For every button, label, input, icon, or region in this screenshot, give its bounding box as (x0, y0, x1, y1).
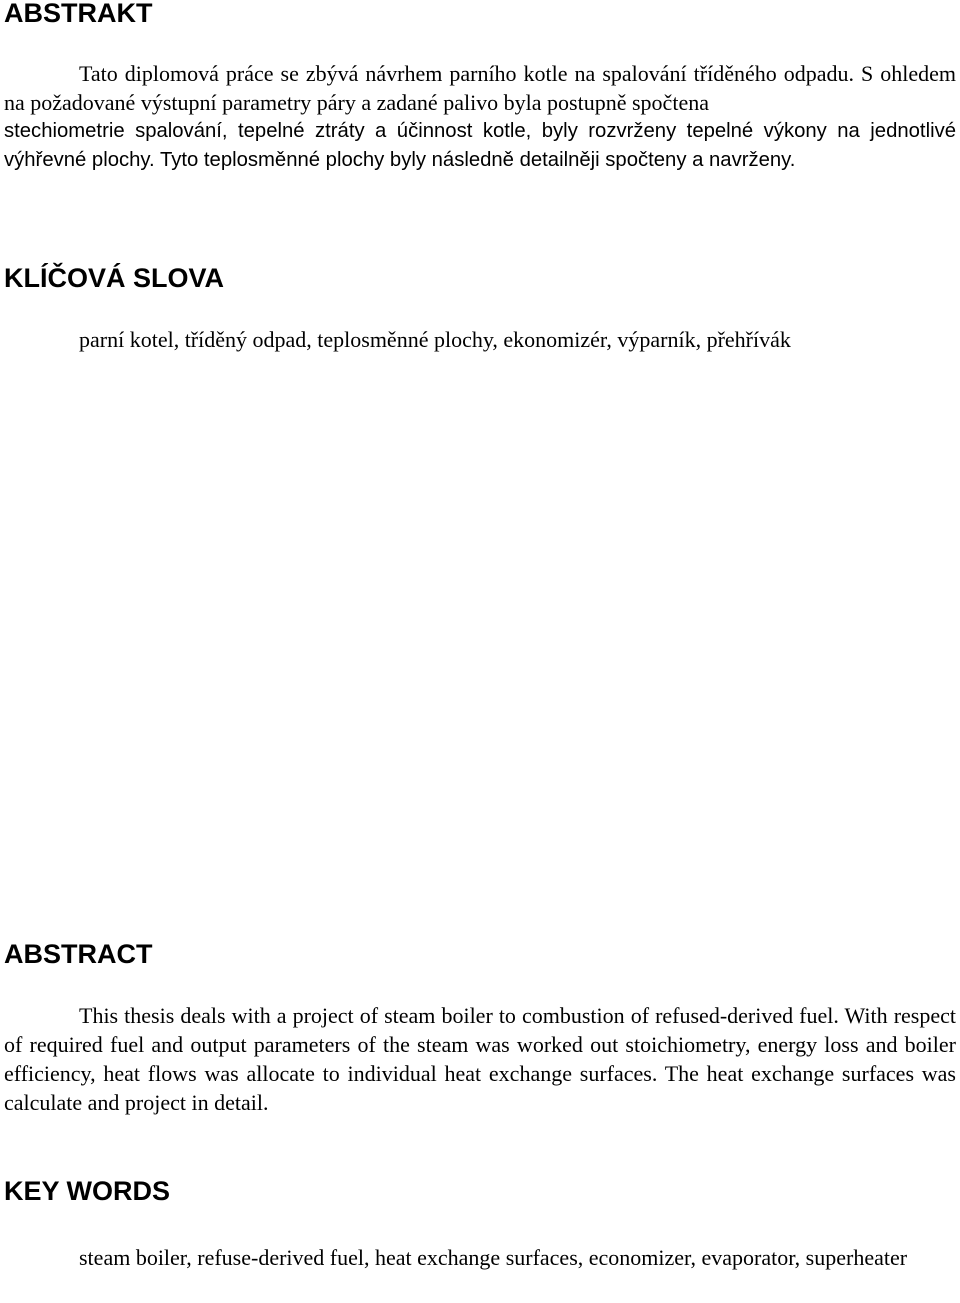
abstrakt-paragraph-sans: stechiometrie spalování, tepelné ztráty a účinnost kotle, byly rozvrženy tepelné výkony na jednotlivé výhřevné plochy. Tyto teplosměnné plochy byly následně detailněji spočteny a navrženy. (4, 120, 956, 171)
abstract-heading: ABSTRACT (4, 939, 153, 969)
key-words-text: steam boiler, refuse-derived fuel, heat exchange surfaces, economizer, evaporator, superheater (79, 1245, 908, 1270)
abstrakt-paragraph-serif: Tato diplomová práce se zbývá návrhem parního kotle na spalování tříděného odpadu. S ohledem na požadované výstupní parametry páry a zadané palivo byla postupně spočtena (4, 61, 956, 115)
abstrakt-heading: ABSTRAKT (4, 0, 153, 28)
key-words-heading: KEY WORDS (4, 1176, 171, 1206)
klicova-slova-text: parní kotel, tříděný odpad, teplosměnné plochy, ekonomizér, výparník, přehřívák (79, 327, 791, 352)
klicova-slova-heading: KLÍČOVÁ SLOVA (4, 263, 225, 293)
abstract-paragraph: This thesis deals with a project of steam boiler to combustion of refused-derived fuel. With respect of required fuel and output parameters of the steam was worked out stoichiometry, energy loss and boiler efficiency, heat flows was allocate to individual heat exchange surfaces. The heat exchange surfaces was calculate and project in detail. (4, 1003, 956, 1115)
